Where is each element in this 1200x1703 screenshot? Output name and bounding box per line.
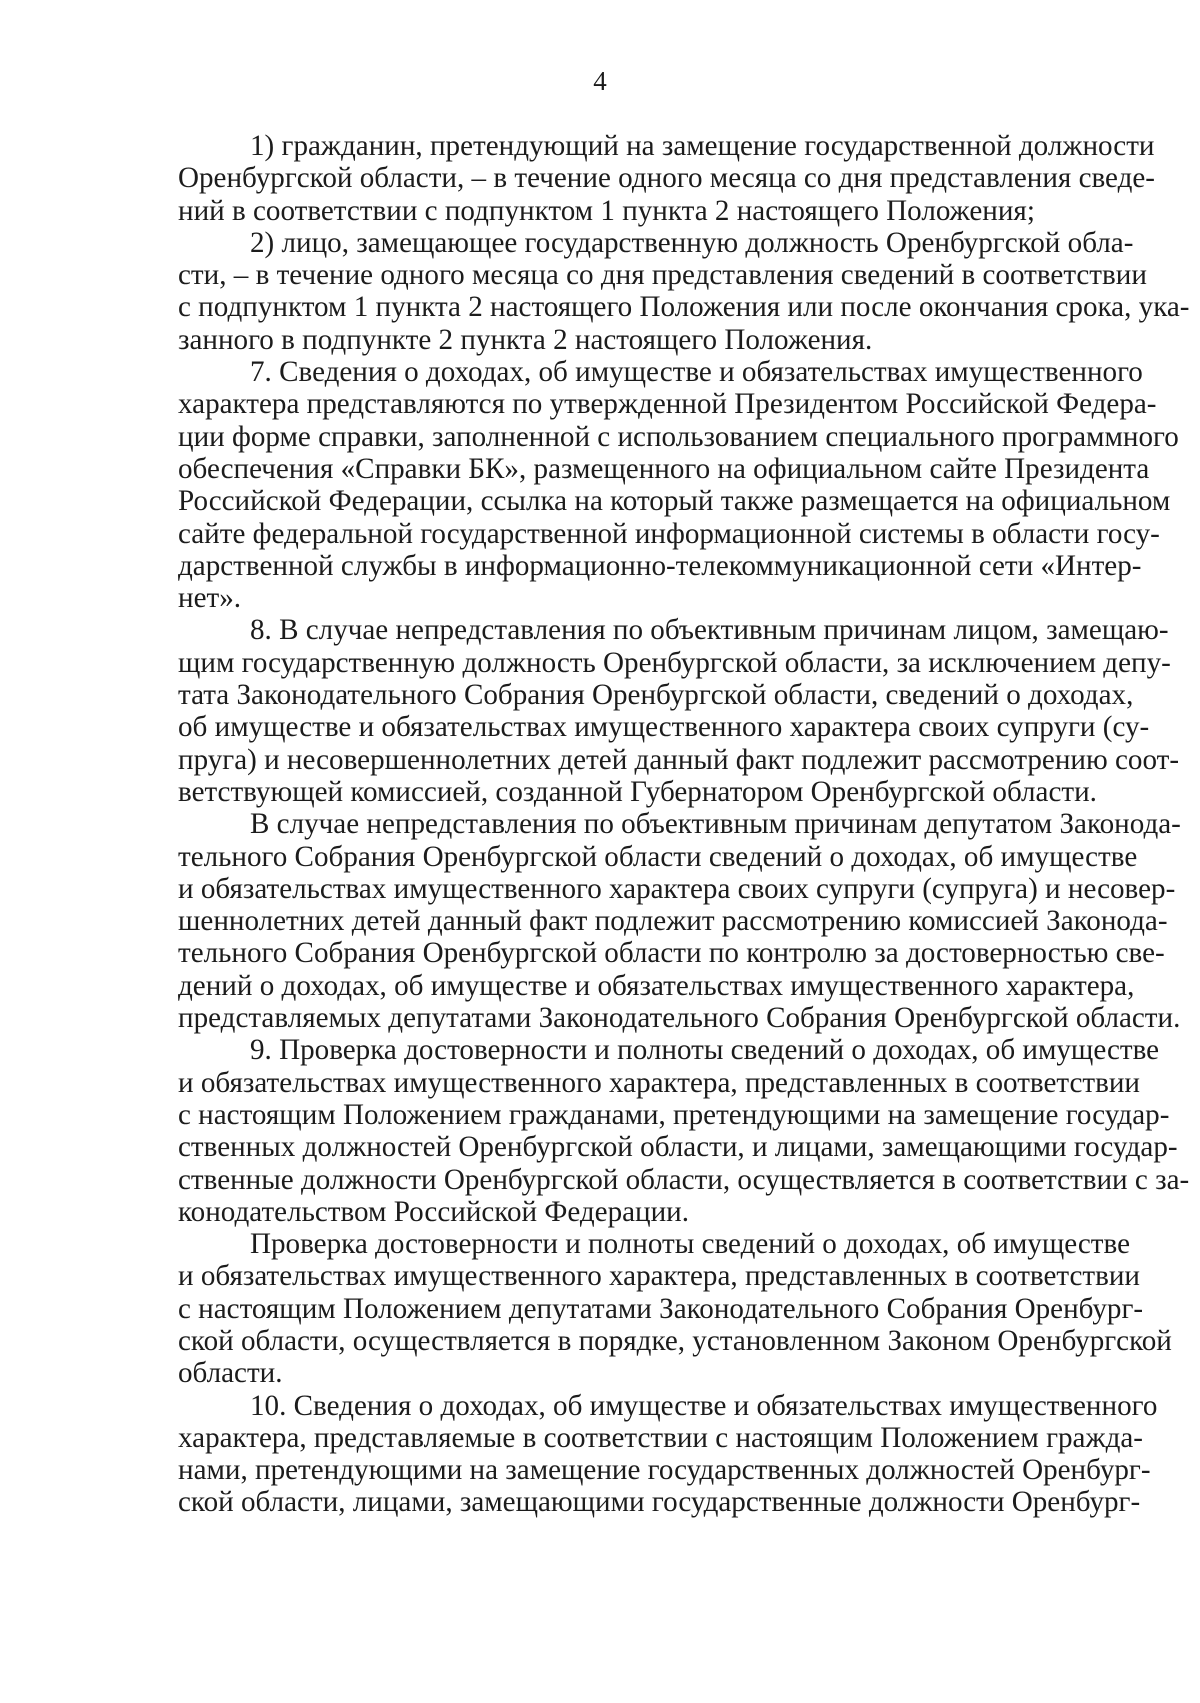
text-line: В случае непредставления по объективным причинам депутатом Законода- <box>250 808 1181 841</box>
text-line: занного в подпункте 2 пункта 2 настоящего Положения. <box>178 323 873 356</box>
text-line: об имуществе и обязательствах имущественного характера своих супруги (су- <box>178 711 1150 744</box>
text-line: ции форме справки, заполненной с использованием специального программного <box>178 420 1179 453</box>
paragraph <box>178 356 1179 615</box>
text-line: ственных должностей Оренбургской области, и лицами, замещающими государ- <box>178 1131 1178 1164</box>
text-line: 10. Сведения о доходах, об имуществе и обязательствах имущественного <box>250 1389 1158 1422</box>
text-line: и обязательствах имущественного характера своих супруги (супруга) и несовер- <box>178 872 1176 905</box>
text-line: области. <box>178 1357 283 1390</box>
text-line: 8. В случае непредставления по объективным причинам лицом, замещаю- <box>250 614 1169 647</box>
text-line: ветствующей комиссией, созданной Губернатором Оренбургской области. <box>178 775 1097 808</box>
text-line: 2) лицо, замещающее государственную должность Оренбургской обла- <box>250 226 1134 259</box>
text-line: и обязательствах имущественного характера, представленных в соответствии <box>178 1066 1140 1099</box>
text-line: с подпунктом 1 пункта 2 настоящего Положения или после окончания срока, ука- <box>178 291 1190 324</box>
text-line: дарственной службы в информационно-телекоммуникационной сети «Интер- <box>178 549 1142 582</box>
text-line: Оренбургской области, – в течение одного месяца со дня представления сведе- <box>178 162 1155 195</box>
text-line: дений о доходах, об имуществе и обязательствах имущественного характера, <box>178 969 1135 1002</box>
text-line: характера представляются по утвержденной Президентом Российской Федера- <box>178 388 1157 421</box>
paragraph <box>178 614 1180 808</box>
paragraph <box>178 1389 1158 1519</box>
text-line: ственные должности Оренбургской области, осуществляется в соответствии с за- <box>178 1163 1190 1196</box>
paragraph <box>178 808 1181 1035</box>
text-line: сти, – в течение одного месяца со дня представления сведений в соответствии <box>178 259 1147 292</box>
text-line: ской области, осуществляется в порядке, установленном Законом Оренбургской <box>178 1324 1172 1357</box>
text-line: щим государственную должность Оренбургской области, за исключением депу- <box>178 646 1171 679</box>
text-line: Проверка достоверности и полноты сведений о доходах, об имуществе <box>250 1228 1130 1261</box>
text-line: тата Законодательного Собрания Оренбургской области, сведений о доходах, <box>178 679 1134 712</box>
text-line: и обязательствах имущественного характера, представленных в соответствии <box>178 1260 1140 1293</box>
text-line: 7. Сведения о доходах, об имуществе и обязательствах имущественного <box>250 356 1143 389</box>
text-line: ний в соответствии с подпунктом 1 пункта 2 настоящего Положения; <box>178 194 1035 227</box>
text-line: 9. Проверка достоверности и полноты сведений о доходах, об имуществе <box>250 1034 1160 1067</box>
document-body <box>178 130 1190 1519</box>
paragraph <box>178 226 1190 356</box>
text-line: ской области, лицами, замещающими государственные должности Оренбург- <box>178 1486 1141 1519</box>
text-line: сайте федеральной государственной информационной системы в области госу- <box>178 517 1160 550</box>
paragraph <box>178 1034 1190 1228</box>
text-line: характера, представляемые в соответствии с настоящим Положением гражда- <box>178 1421 1143 1454</box>
text-line: с настоящим Положением гражданами, претендующими на замещение государ- <box>178 1098 1170 1131</box>
text-line: тельного Собрания Оренбургской области сведений о доходах, об имуществе <box>178 840 1138 873</box>
text-line: Российской Федерации, ссылка на который также размещается на официальном <box>178 485 1171 518</box>
text-line: представляемых депутатами Законодательного Собрания Оренбургской области. <box>178 1002 1181 1035</box>
text-line: с настоящим Положением депутатами Законодательного Собрания Оренбург- <box>178 1292 1144 1325</box>
text-line: нами, претендующими на замещение государственных должностей Оренбург- <box>178 1454 1151 1487</box>
text-line: пруга) и несовершеннолетних детей данный факт подлежит рассмотрению соот- <box>178 743 1180 776</box>
text-line: конодательством Российской Федерации. <box>178 1195 690 1228</box>
paragraph <box>178 130 1155 227</box>
text-line: нет». <box>178 582 242 615</box>
paragraph <box>178 1228 1172 1390</box>
page-number: 4 <box>593 66 607 96</box>
text-line: обеспечения «Справки БК», размещенного на официальном сайте Президента <box>178 452 1150 485</box>
text-line: тельного Собрания Оренбургской области по контролю за достоверностью све- <box>178 937 1165 970</box>
text-line: шеннолетних детей данный факт подлежит рассмотрению комиссией Законода- <box>178 905 1168 938</box>
text-line: 1) гражданин, претендующий на замещение государственной должности <box>250 130 1155 162</box>
